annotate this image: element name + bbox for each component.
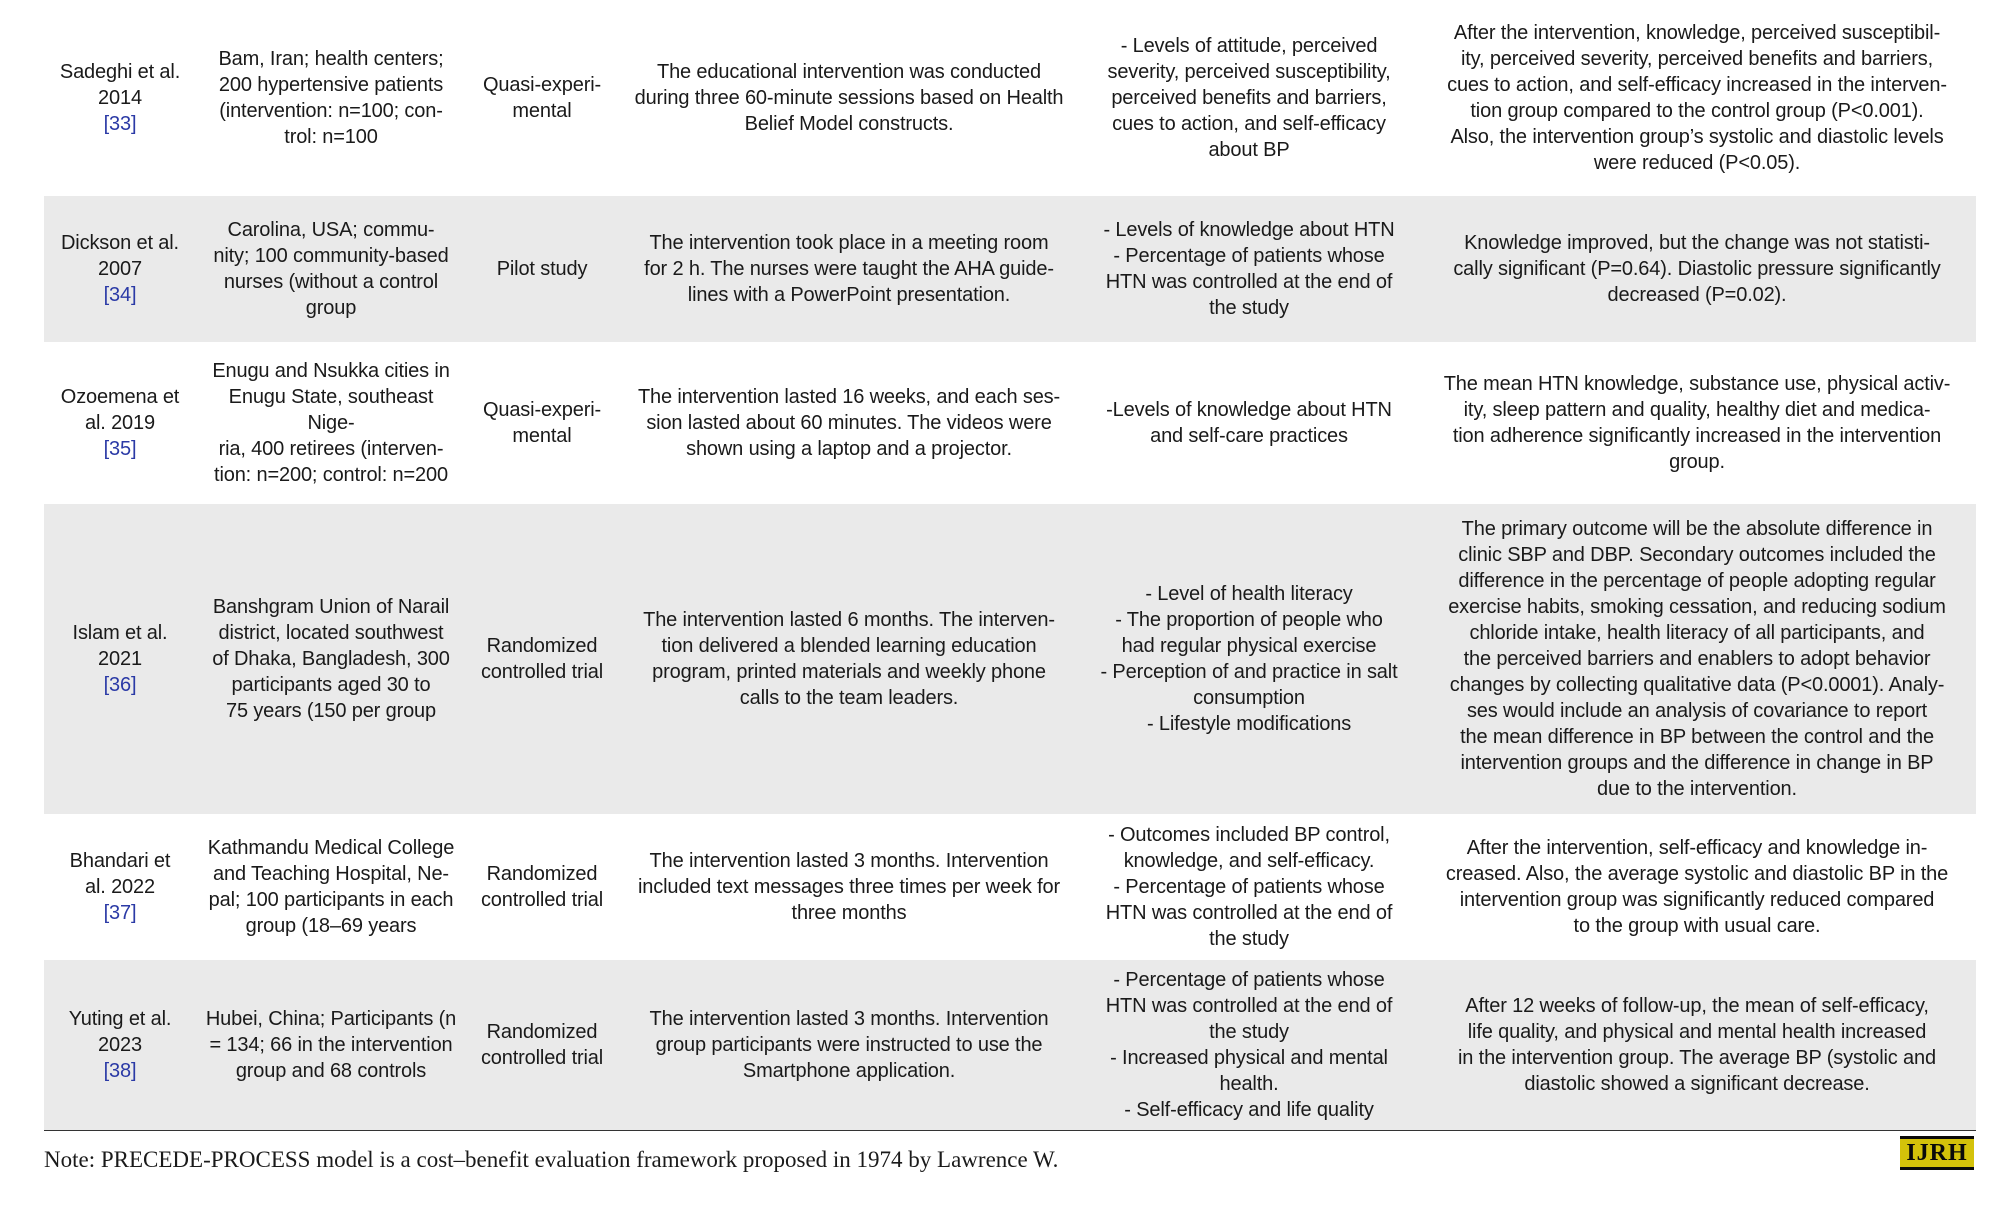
study-setting-cell: Enugu and Nsukka cities in Enugu State, southeast Nige- ria, 400 retirees (interven- tion: n=200; control: n=200 bbox=[196, 342, 466, 504]
study-design-cell: Quasi-experi- mental bbox=[466, 342, 618, 504]
study-setting-cell: Banshgram Union of Narail district, located southwest of Dhaka, Bangladesh, 300 participants aged 30 to 75 years (150 per group bbox=[196, 504, 466, 814]
author-year: Ozoemena et al. 2019 bbox=[60, 386, 180, 434]
author-cell bbox=[44, 342, 196, 504]
reference-link[interactable]: [34] bbox=[103, 284, 137, 306]
reference-link[interactable]: [35] bbox=[103, 438, 137, 460]
outcomes-cell: -Levels of knowledge about HTN and self-care practices bbox=[1080, 342, 1418, 504]
outcomes-cell: - Level of health literacy - The proportion of people who had regular physical exercise - Perception of and practice in salt consumption - Lifestyle modifications bbox=[1080, 504, 1418, 814]
reference-link[interactable]: [33] bbox=[103, 113, 137, 135]
outcomes-cell: - Levels of knowledge about HTN - Percentage of patients whose HTN was controlled at the end of the study bbox=[1080, 196, 1418, 342]
author-year: Bhandari et al. 2022 bbox=[69, 850, 171, 898]
outcomes-cell: - Percentage of patients whose HTN was controlled at the end of the study - Increased physical and mental health. - Self-efficacy and life quality bbox=[1080, 960, 1418, 1130]
intervention-cell: The intervention lasted 3 months. Intervention group participants were instructed to use the Smartphone application. bbox=[618, 960, 1080, 1130]
study-setting-cell: Carolina, USA; commu- nity; 100 community-based nurses (without a control group bbox=[196, 196, 466, 342]
study-design-cell: Quasi-experi- mental bbox=[466, 0, 618, 196]
intervention-cell: The educational intervention was conducted during three 60-minute sessions based on Health Belief Model constructs. bbox=[618, 0, 1080, 196]
intervention-cell: The intervention took place in a meeting room for 2 h. The nurses were taught the AHA guide- lines with a PowerPoint presentation. bbox=[618, 196, 1080, 342]
author-cell bbox=[44, 196, 196, 342]
results-cell: The mean HTN knowledge, substance use, physical activ- ity, sleep pattern and quality, healthy diet and medica- tion adherence significantly increased in the intervention group. bbox=[1418, 342, 1976, 504]
reference-link[interactable]: [38] bbox=[103, 1060, 137, 1082]
intervention-cell: The intervention lasted 16 weeks, and each ses- sion lasted about 60 minutes. The videos were shown using a laptop and a projector. bbox=[618, 342, 1080, 504]
journal-logo: IJRH bbox=[1900, 1136, 1974, 1170]
author-cell bbox=[44, 504, 196, 814]
table-row bbox=[44, 342, 1976, 504]
author-cell bbox=[44, 0, 196, 196]
results-cell: The primary outcome will be the absolute difference in clinic SBP and DBP. Secondary outcomes included the difference in the percentage of people adopting regular exercise habits, smoking cessation, and reducing sodium chloride intake, health literacy of all participants, and the perceived barriers and enablers to adopt behavior changes by collecting qualitative data (P<0.0001). Analy- ses would include an analysis of covariance to report the mean difference in BP between the control and the intervention groups and the difference in change in BP due to the intervention. bbox=[1418, 504, 1976, 814]
author-year: Islam et al. 2021 bbox=[72, 622, 168, 670]
table-row bbox=[44, 504, 1976, 814]
results-cell: After the intervention, self-efficacy and knowledge in- creased. Also, the average systolic and diastolic BP in the intervention group was significantly reduced compared to the group with usual care. bbox=[1418, 814, 1976, 960]
table-bottom-rule bbox=[44, 1130, 1976, 1131]
outcomes-cell: - Outcomes included BP control, knowledge, and self-efficacy. - Percentage of patients whose HTN was controlled at the end of the study bbox=[1080, 814, 1418, 960]
table-row bbox=[44, 960, 1976, 1130]
results-cell: After 12 weeks of follow-up, the mean of self-efficacy, life quality, and physical and mental health increased in the intervention group. The average BP (systolic and diastolic showed a significant decrease. bbox=[1418, 960, 1976, 1130]
studies-table bbox=[44, 0, 1976, 1130]
results-cell: Knowledge improved, but the change was not statisti- cally significant (P=0.64). Diastolic pressure significantly decreased (P=0.02). bbox=[1418, 196, 1976, 342]
study-setting-cell: Hubei, China; Participants (n = 134; 66 in the intervention group and 68 controls bbox=[196, 960, 466, 1130]
studies-table-container bbox=[44, 0, 1976, 1130]
table-row bbox=[44, 196, 1976, 342]
study-setting-cell: Kathmandu Medical College and Teaching Hospital, Ne- pal; 100 participants in each group (18–69 years bbox=[196, 814, 466, 960]
results-cell: After the intervention, knowledge, perceived susceptibil- ity, perceived severity, perceived benefits and barriers, cues to action, and self-efficacy increased in the interven- tion group compared to the control group (P<0.001). Also, the intervention group’s systolic and diastolic levels were reduced (P<0.05). bbox=[1418, 0, 1976, 196]
study-design-cell: Randomized controlled trial bbox=[466, 504, 618, 814]
outcomes-cell: - Levels of attitude, perceived severity, perceived susceptibility, perceived benefits and barriers, cues to action, and self-efficacy about BP bbox=[1080, 0, 1418, 196]
study-setting-cell: Bam, Iran; health centers; 200 hypertensive patients (intervention: n=100; con- trol: n=100 bbox=[196, 0, 466, 196]
table-note: Note: PRECEDE-PROCESS model is a cost–benefit evaluation framework proposed in 1974 by Lawrence W. bbox=[44, 1147, 1059, 1172]
reference-link[interactable]: [36] bbox=[103, 674, 137, 696]
study-design-cell: Randomized controlled trial bbox=[466, 960, 618, 1130]
author-year: Yuting et al. 2023 bbox=[68, 1008, 172, 1056]
study-design-cell: Randomized controlled trial bbox=[466, 814, 618, 960]
table-row bbox=[44, 0, 1976, 196]
intervention-cell: The intervention lasted 6 months. The interven- tion delivered a blended learning education program, printed materials and weekly phone calls to the team leaders. bbox=[618, 504, 1080, 814]
study-design-cell: Pilot study bbox=[466, 196, 618, 342]
author-cell bbox=[44, 960, 196, 1130]
author-cell bbox=[44, 814, 196, 960]
studies-table-body bbox=[44, 0, 1976, 1130]
author-year: Dickson et al. 2007 bbox=[61, 232, 179, 280]
table-row bbox=[44, 814, 1976, 960]
author-year: Sadeghi et al. 2014 bbox=[59, 61, 181, 109]
reference-link[interactable]: [37] bbox=[103, 902, 137, 924]
intervention-cell: The intervention lasted 3 months. Intervention included text messages three times per week for three months bbox=[618, 814, 1080, 960]
